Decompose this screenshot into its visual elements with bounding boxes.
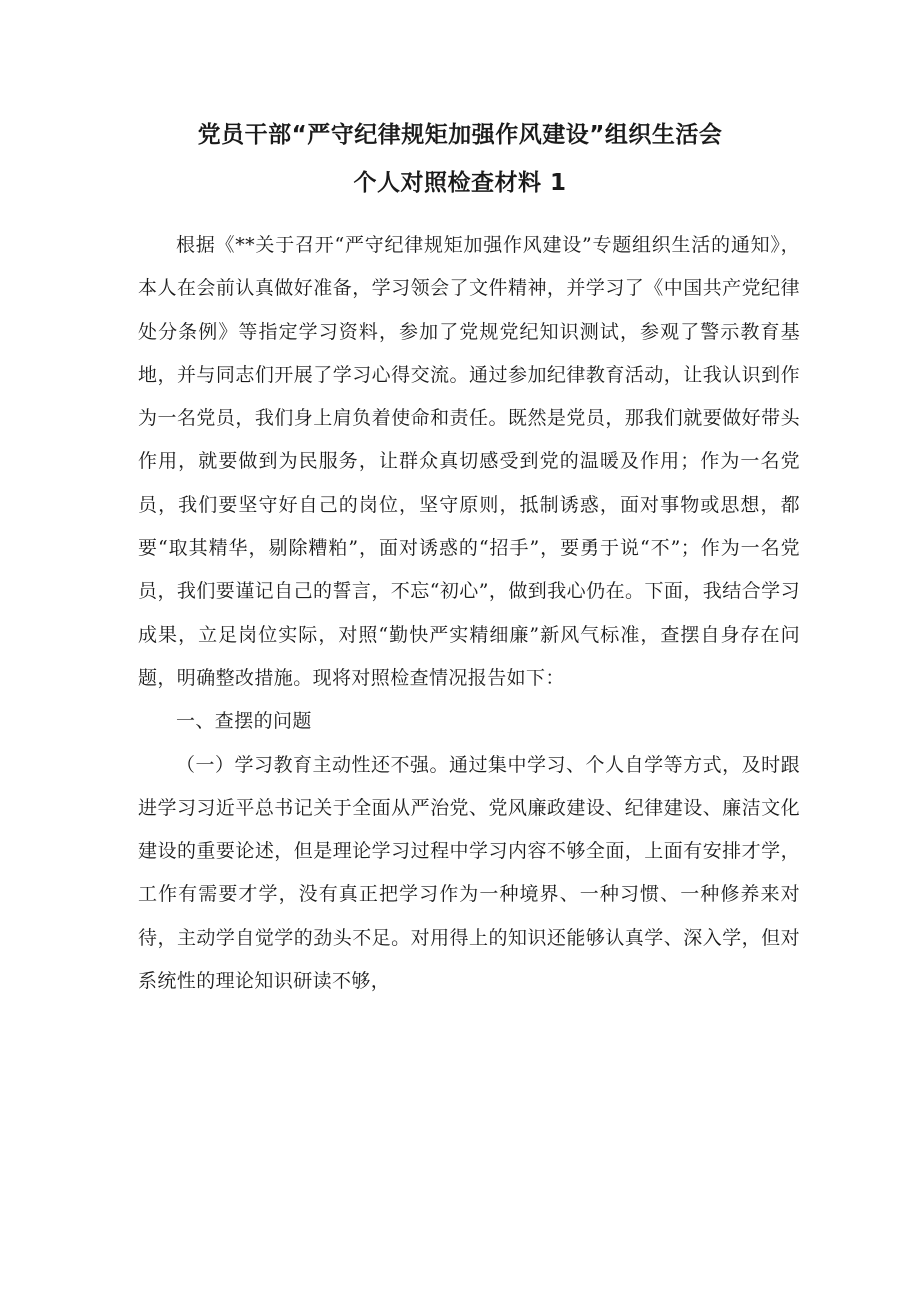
section-heading-problems: 一、查摆的问题 — [176, 710, 312, 733]
document-title-line-1: 党员干部“严守纪律规矩加强作风建设”组织生活会 — [197, 122, 723, 148]
document-body — [138, 224, 800, 1003]
problem-paragraph-1: （一）学习教育主动性还不强。通过集中学习、个人自学等方式，及时跟进学习习近平总书记关于全面从严治党、党风廉政建设、纪律建设、廉洁文化建设的重要论述，但是理论学习过程中学习内容不够全面，上面有安排才学，工作有需要才学，没有真正把学习作为一种境界、一种习惯、一种修养来对待，主动学自觉学的劲头不足。对用得上的知识还能够认真学、深入学，但对系统性的理论知识研读不够， — [138, 753, 800, 993]
document-title-line-2: 个人对照检查材料 1 — [353, 170, 567, 196]
intro-paragraph: 根据《**关于召开“严守纪律规矩加强作风建设”专题组织生活的通知》，本人在会前认真做好准备，学习领会了文件精神，并学习了《中国共产党纪律处分条例》等指定学习资料，参加了党规党纪知识测试，参观了警示教育基地，并与同志们开展了学习心得交流。通过参加纪律教育活动，让我认识到作为一名党员，我们身上肩负着使命和责任。既然是党员，那我们就要做好带头作用，就要做到为民服务，让群众真切感受到党的温暖及作用；作为一名党员，我们要坚守好自己的岗位，坚守原则，抵制诱惑，面对事物或思想，都要“取其精华，剔除糟粕”，面对诱惑的“招手”，要勇于说“不”；作为一名党员，我们要谨记自己的誓言，不忘“初心”，做到我心仍在。下面，我结合学习成果，立足岗位实际，对照“勤快严实精细廉”新风气标准，查摆自身存在问题，明确整改措施。现将对照检查情况报告如下： — [138, 234, 800, 689]
